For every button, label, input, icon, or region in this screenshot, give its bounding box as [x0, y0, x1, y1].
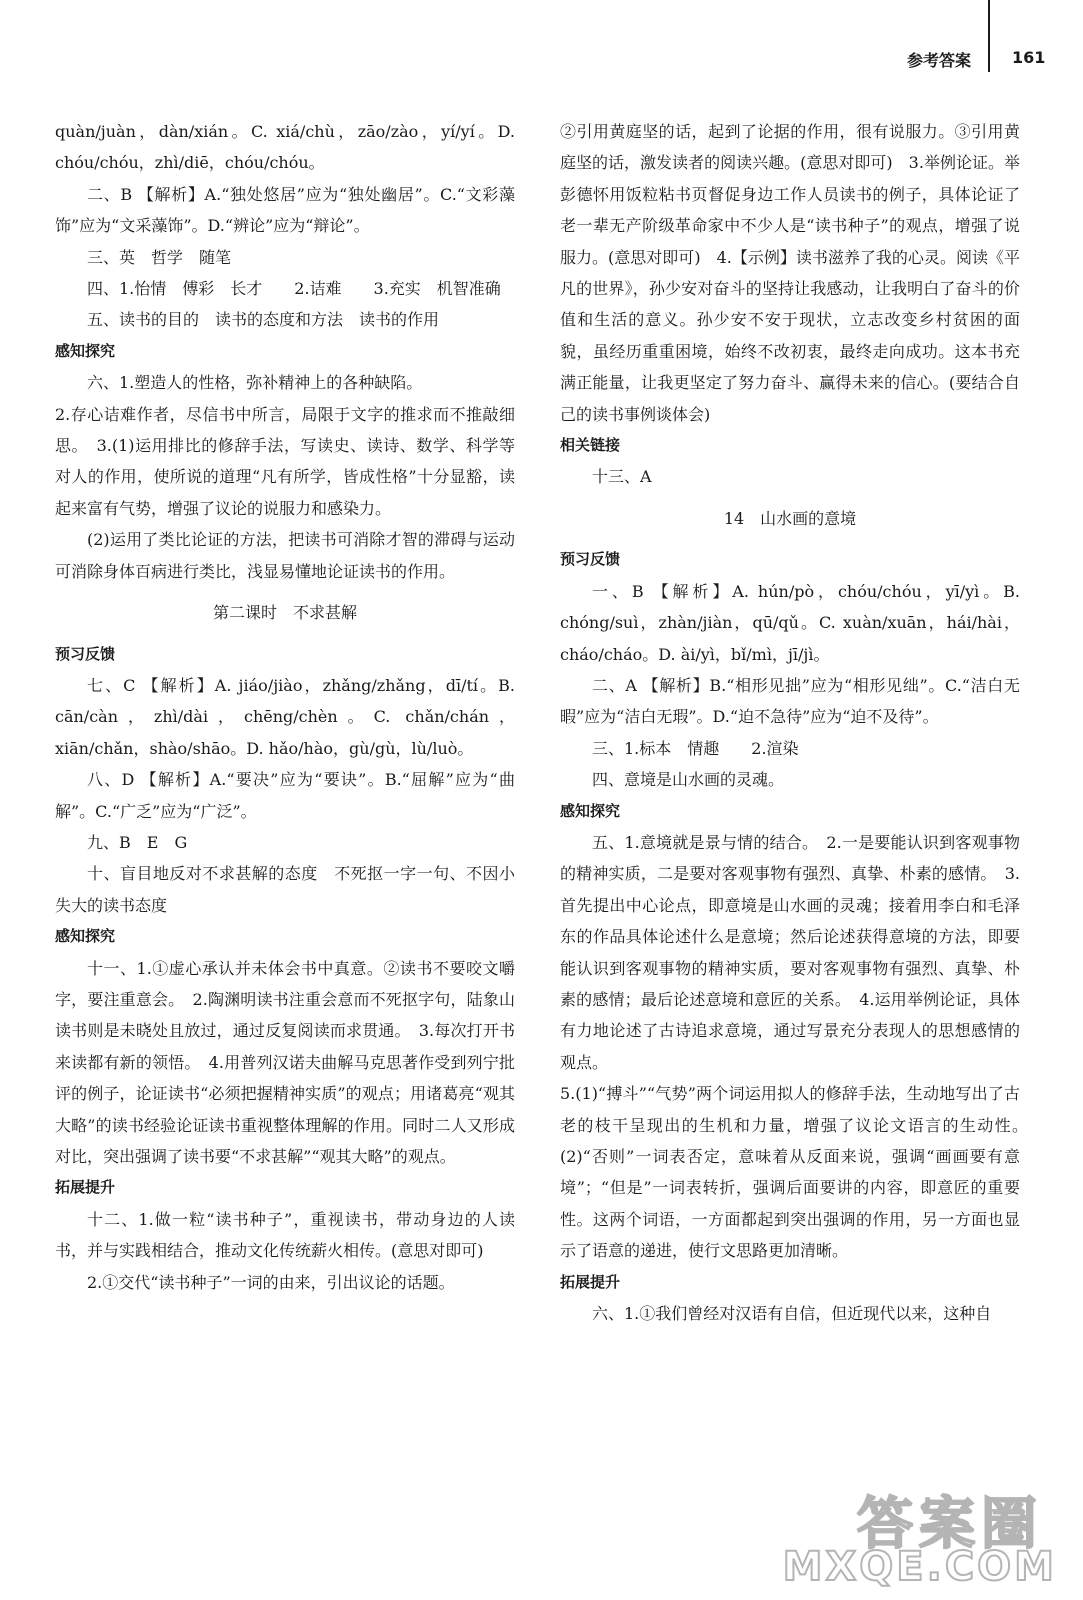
answer-paragraph: 一、B 【解析】A. hún/pò，chóu/chóu，yī/yì。B. chóng/suì，zhàn/jiàn，qū/qǔ。C. xuàn/xuān，hái/hài，cháo/cháo。D. ài/yì，bǐ/mì，jī/jì。	[560, 581, 1020, 664]
answer-paragraph: 2.存心诘难作者，尽信书中所言，局限于文字的推求而不推敲细思。 3.(1)运用排比的修辞手法，写读史、读诗、数学、科学等对人的作用，使所说的道理“凡有所学，皆成性格”十分显豁，读起来富有气势，增强了议论的说服力和感染力。	[55, 404, 515, 518]
answer-paragraph: 五、读书的目的 读书的态度和方法 读书的作用	[87, 310, 440, 330]
section-heading: 感知探究	[55, 341, 116, 360]
answer-paragraph: 2.①交代“读书种子”一词的由来，引出议论的话题。	[87, 1272, 455, 1292]
watermark-main: 答案圈	[857, 1492, 1043, 1557]
answer-paragraph: 六、1.①我们曾经对汉语有自信，但近现代以来，这种自	[592, 1304, 992, 1324]
answer-paragraph: 四、意境是山水画的灵魂。	[592, 770, 785, 790]
answer-paragraph: ②引用黄庭坚的话，起到了论据的作用，很有说服力。③引用黄庭坚的话，激发读者的阅读兴趣。(意思对即可) 3.举例论证。举彭德怀用饭粒粘书页督促身边工作人员读书的例子，具体论证了老一辈无产阶级革命家中不少人是“读书种子”的观点，增强了说服力。(意思对即可) 4.【示例】读书滋养了我的心灵。阅读《平凡的世界》，孙少安对奋斗的坚持让我感动，让我明白了奋斗的价值和生活的意义。孙少安不安于现状，立志改变乡村贫困的面貌，虽经历重重困境，始终不改初衷，最终走向成功。这本书充满正能量，让我更坚定了努力奋斗、赢得未来的信心。(要结合自己的读书事例谈体会)	[560, 122, 1020, 424]
answer-paragraph: (2)运用了类比论证的方法，把读书可消除才智的滞碍与运动可消除身体百病进行类比，浅显易懂地论证读书的作用。	[55, 530, 515, 581]
answer-paragraph: 八、D 【解析】A.“要决”应为“要诀”。B.“屈解”应为“曲解”。C.“广乏”应为“广泛”。	[55, 770, 515, 821]
section-heading: 拓展提升	[560, 1272, 621, 1291]
lesson-title: 14 山水画的意境	[723, 508, 857, 528]
answer-paragraph: 十二、1.做一粒“读书种子”，重视读书，带动身边的人读书，并与实践相结合，推动文化传统薪火相传。(意思对即可)	[55, 1209, 515, 1261]
answer-paragraph: 三、英 哲学 随笔	[87, 247, 232, 267]
answer-paragraph: 四、1.怡情 傅彩 长才 2.诘难 3.充实 机智准确	[87, 279, 501, 299]
answer-paragraph: quàn/juàn，dàn/xián。C. xiá/chù，zāo/zào，yí/yí。D. chóu/chóu，zhì/diē，chóu/chóu。	[55, 122, 515, 173]
answer-paragraph: 二、A 【解析】B.“相形见拙”应为“相形见绌”。C.“洁白无暇”应为“洁白无瑕”。D.“迫不急待”应为“迫不及待”。	[560, 675, 1020, 727]
answer-paragraph: 5.(1)“搏斗”“气势”两个词运用拟人的修辞手法，生动地写出了古老的枝干呈现出的生机和力量，增强了议论文语言的生动性。 (2)“否则”一词表否定，意味着从反面来说，强调“画画要有意境”；“但是”一词表转折，强调后面要讲的内容，即意匠的重要性。这两个词语，一方面都起到突出强调的作用，另一方面也显示了语意的递进，使行文思路更加清晰。	[560, 1084, 1037, 1261]
answer-paragraph: 十、盲目地反对不求甚解的态度 不死抠一字一句、不因小失大的读书态度	[55, 864, 515, 915]
answer-paragraph: 九、B E G	[87, 832, 188, 852]
answer-paragraph: 六、1.塑造人的性格，弥补精神上的各种缺陷。	[87, 373, 423, 393]
lesson-title: 第二课时 不求甚解	[212, 603, 357, 623]
section-heading: 感知探究	[55, 927, 116, 946]
section-heading: 预习反馈	[560, 550, 621, 569]
answer-paragraph: 二、B 【解析】A.“独处悠居”应为“独处幽居”。C.“文彩藻饰”应为“文采藻饰”。D.“辨论”应为“辩论”。	[55, 184, 515, 236]
answer-paragraph: 五、1.意境就是景与情的结合。 2.一是要能认识到客观事物的精神实质，二是要对客观事物有强烈、真挚、朴素的感情。 3.首先提出中心论点，即意境是山水画的灵魂；接着用李白和毛泽东的作品具体论述什么是意境；然后论述获得意境的方法，即要能认识到客观事物的精神实质，要对客观事物有强烈、真挚、朴素的感情；最后论述意境和意匠的关系。 4.运用举例论证，具体有力地论述了古诗追求意境，通过写景充分表现人的思想感情的观点。	[560, 832, 1020, 1072]
answer-paragraph: 三、1.标本 情趣 2.渲染	[592, 738, 799, 758]
left-column	[55, 116, 515, 1298]
watermark-logo	[782, 1480, 1063, 1590]
right-column	[560, 116, 1037, 1329]
section-heading: 相关链接	[560, 436, 621, 455]
page-number: 161	[1012, 48, 1046, 67]
header-section-label: 参考答案	[906, 51, 971, 70]
section-heading: 感知探究	[560, 801, 621, 820]
answer-paragraph: 十一、1.①虚心承认并未体会书中真意。②读书不要咬文嚼字，要注重意会。 2.陶渊明读书注重会意而不死抠字句，陆象山读书则是未晓处且放过，通过反复阅读而求贯通。 3.每次打开书来读都有新的领悟。 4.用普列汉诺夫曲解马克思著作受到列宁批评的例子，论证读书“必须把握精神实质”的观点；用诸葛亮“观其大略”的读书经验论证读书重视整体理解的作用。同时二人又形成对比，突出强调了读书要“不求甚解”“观其大略”的观点。	[55, 958, 515, 1166]
watermark-sub: MXQE.COM	[782, 1544, 1057, 1590]
answer-paragraph: 七、C 【解析】A. jiáo/jiào，zhǎng/zhǎng，dī/tí。B. cān/càn，zhì/dài，chēng/chèn。C. chǎn/chán，xiān/chǎn，shào/shāo。D. hǎo/hào，gù/gù，lù/luò。	[55, 675, 515, 758]
header-rule	[988, 0, 990, 72]
answer-paragraph: 十三、A	[592, 467, 652, 487]
section-heading: 拓展提升	[55, 1178, 116, 1197]
section-heading: 预习反馈	[55, 644, 116, 663]
